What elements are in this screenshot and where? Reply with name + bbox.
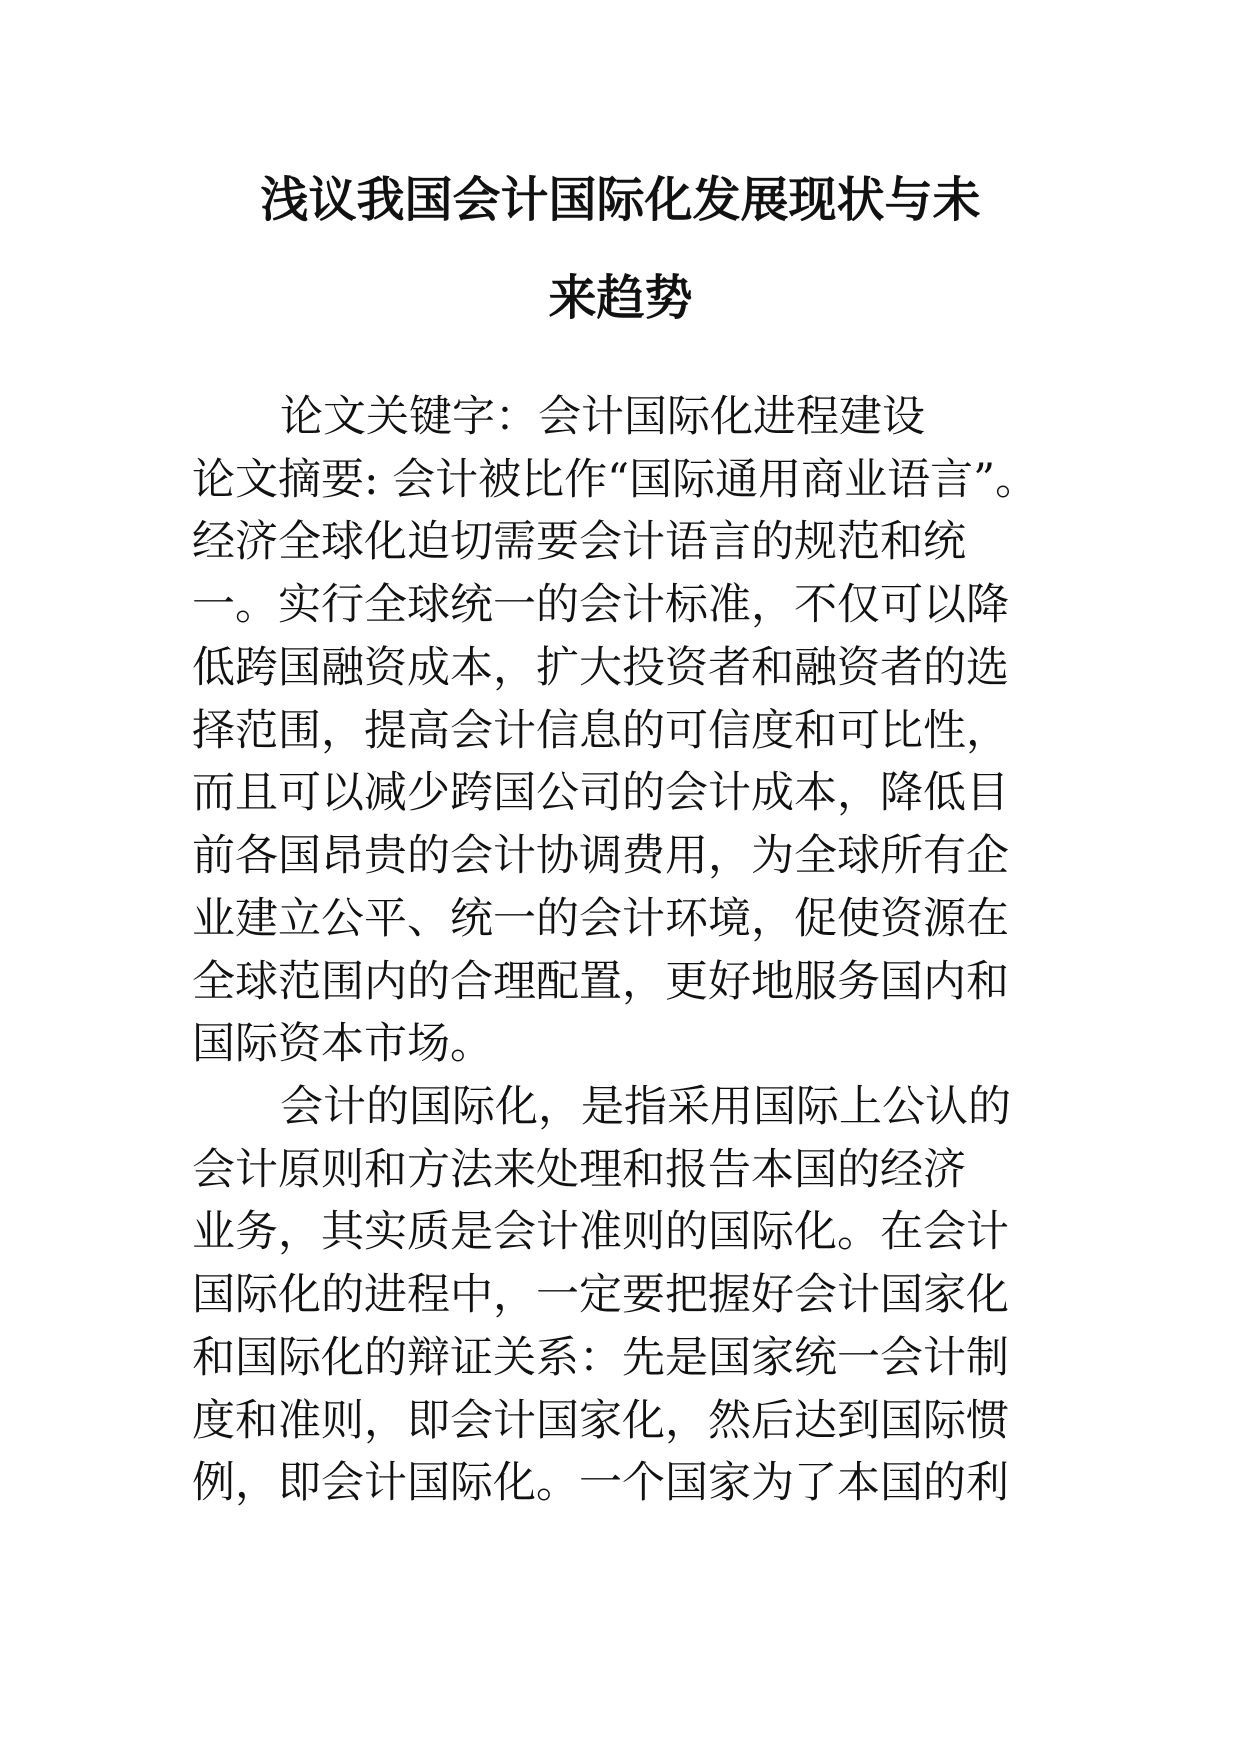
- body-text-line: 一。实行全球统一的会计标准，不仅可以降: [192, 580, 1009, 630]
- body-text-line: 业务，其实质是会计准则的国际化。在会计: [192, 1207, 1009, 1257]
- body-text-line: 国际资本市场。: [192, 1019, 493, 1069]
- body-text-line: 会计原则和方法来处理和报告本国的经济: [192, 1145, 966, 1195]
- body-text-line: 例，即会计国际化。一个国家为了本国的利: [192, 1458, 1009, 1508]
- document-title-line-2: 来趋势: [548, 270, 693, 326]
- body-text-line: 择范围，提高会计信息的可信度和可比性，: [192, 706, 1009, 756]
- body-text-line: 全球范围内的合理配置，更好地服务国内和: [192, 957, 1009, 1007]
- abstract-line: 论文摘要: 会计被比作“国际通用商业语言”。: [192, 455, 1039, 505]
- body-text-line: 经济全球化迫切需要会计语言的规范和统: [192, 517, 966, 567]
- body-text-line: 而且可以减少跨国公司的会计成本，降低目: [192, 768, 1009, 818]
- keywords-line: 论文关键字：会计国际化进程建设: [280, 392, 925, 442]
- body-text-line: 度和准则，即会计国家化，然后达到国际惯: [192, 1396, 1009, 1446]
- body-text-line: 国际化的进程中，一定要把握好会计国家化: [192, 1270, 1009, 1320]
- document-title-line-1: 浅议我国会计国际化发展现状与未: [260, 172, 981, 228]
- body-text-line: 低跨国融资成本，扩大投资者和融资者的选: [192, 643, 1009, 693]
- paragraph-start-line: 会计的国际化，是指采用国际上公认的: [280, 1082, 1011, 1132]
- body-text-line: 前各国昂贵的会计协调费用，为全球所有企: [192, 831, 1009, 881]
- body-text-line: 和国际化的辩证关系：先是国家统一会计制: [192, 1333, 1009, 1383]
- body-text-line: 业建立公平、统一的会计环境，促使资源在: [192, 894, 1009, 944]
